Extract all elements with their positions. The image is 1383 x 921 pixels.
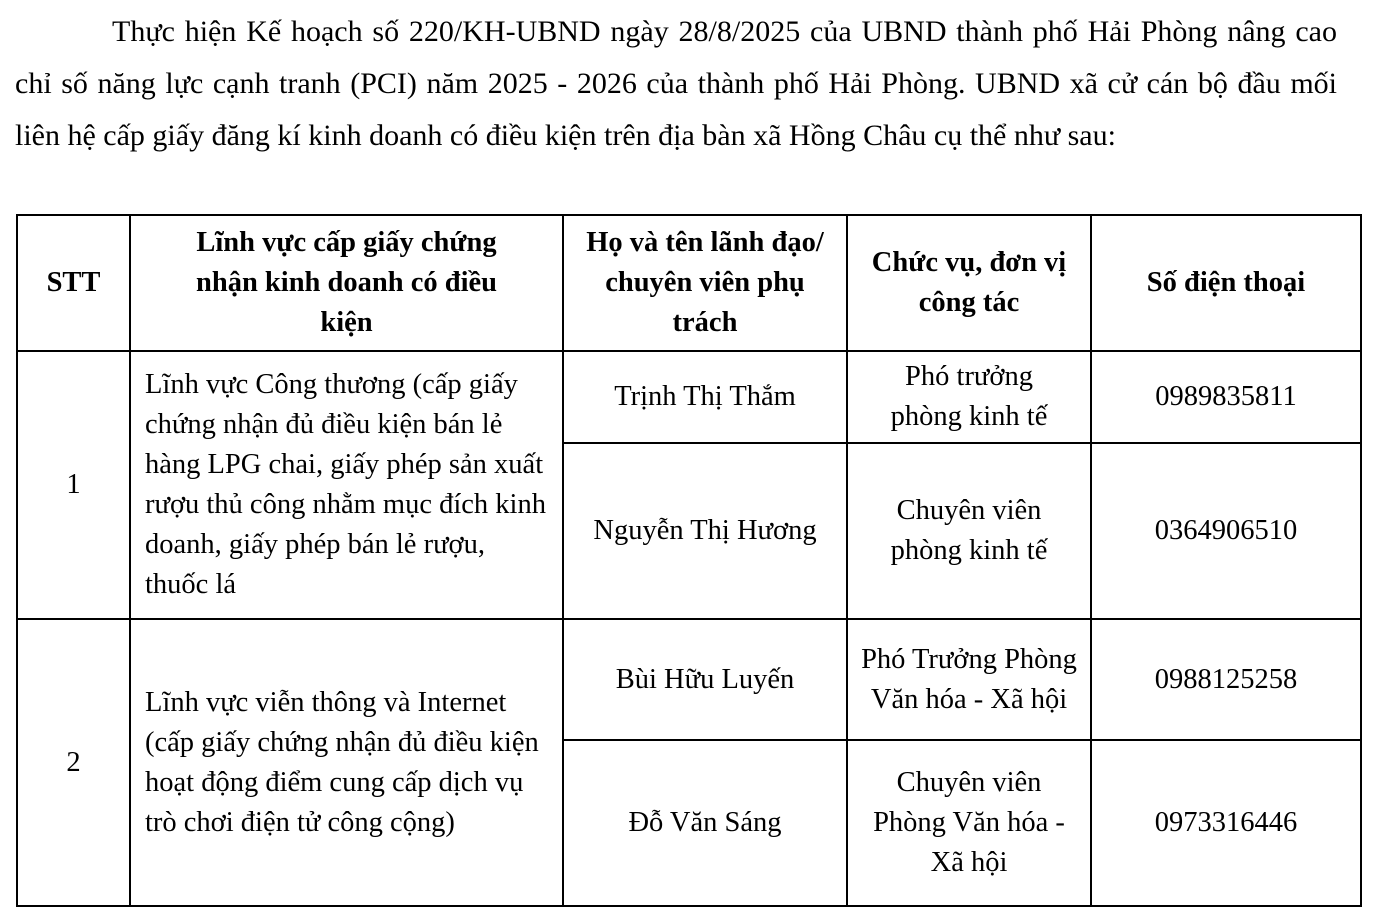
header-position-label: Chức vụ, đơn vị công tác (871, 247, 1067, 318)
contact-position (847, 443, 1091, 619)
header-field-label: Lĩnh vực cấp giấy chứng nhận kinh doanh có điều kiện (196, 227, 497, 338)
contact-name: Nguyễn Thị Hương (563, 443, 847, 619)
header-position (847, 215, 1091, 351)
table-row (17, 351, 1361, 443)
header-field (130, 215, 563, 351)
header-name-label: Họ và tên lãnh đạo/ chuyên viên phụ trách (586, 227, 824, 338)
header-stt: STT (17, 215, 130, 351)
field-text: Lĩnh vực Công thương (cấp giấy chứng nhận đủ điều kiện bán lẻ hàng LPG chai, giấy phép sản xuất rượu thủ công nhằm mục đích kinh doanh, giấy phép bán lẻ rượu, thuốc lá (145, 369, 546, 600)
contact-position (847, 740, 1091, 906)
table-header-row (17, 215, 1361, 351)
contact-position-text: Chuyên viên phòng kinh tế (890, 495, 1048, 566)
contact-position (847, 351, 1091, 443)
contact-position (847, 619, 1091, 740)
contact-name: Trịnh Thị Thắm (563, 351, 847, 443)
contact-phone: 0973316446 (1091, 740, 1361, 906)
contact-table (16, 214, 1362, 907)
field-text: Lĩnh vực viễn thông và Internet (cấp giấy chứng nhận đủ điều kiện hoạt động điểm cung cấp dịch vụ trò chơi điện tử công cộng) (145, 686, 539, 838)
table-row (17, 619, 1361, 740)
contact-name: Bùi Hữu Luyến (563, 619, 847, 740)
stt-cell: 2 (17, 619, 130, 906)
contact-phone: 0364906510 (1091, 443, 1361, 619)
field-cell (130, 351, 563, 619)
field-cell (130, 619, 563, 906)
intro-paragraph: Thực hiện Kế hoạch số 220/KH-UBND ngày 28/8/2025 của UBND thành phố Hải Phòng nâng cao chỉ số năng lực cạnh tranh (PCI) năm 2025 - 2026 của thành phố Hải Phòng. UBND xã cử cán bộ đầu mối liên hệ cấp giấy đăng kí kinh doanh có điều kiện trên địa bàn xã Hồng Châu cụ thể như sau: (15, 15, 1337, 152)
stt-cell: 1 (17, 351, 130, 619)
contact-position-text: Phó trưởng phòng kinh tế (890, 361, 1048, 432)
contact-name: Đỗ Văn Sáng (563, 740, 847, 906)
header-name (563, 215, 847, 351)
contact-position-text: Phó Trưởng Phòng Văn hóa - Xã hội (861, 643, 1077, 715)
header-phone: Số điện thoại (1091, 215, 1361, 351)
contact-phone: 0989835811 (1091, 351, 1361, 443)
contact-phone: 0988125258 (1091, 619, 1361, 740)
contact-position-text: Chuyên viên Phòng Văn hóa - Xã hội (873, 767, 1065, 878)
